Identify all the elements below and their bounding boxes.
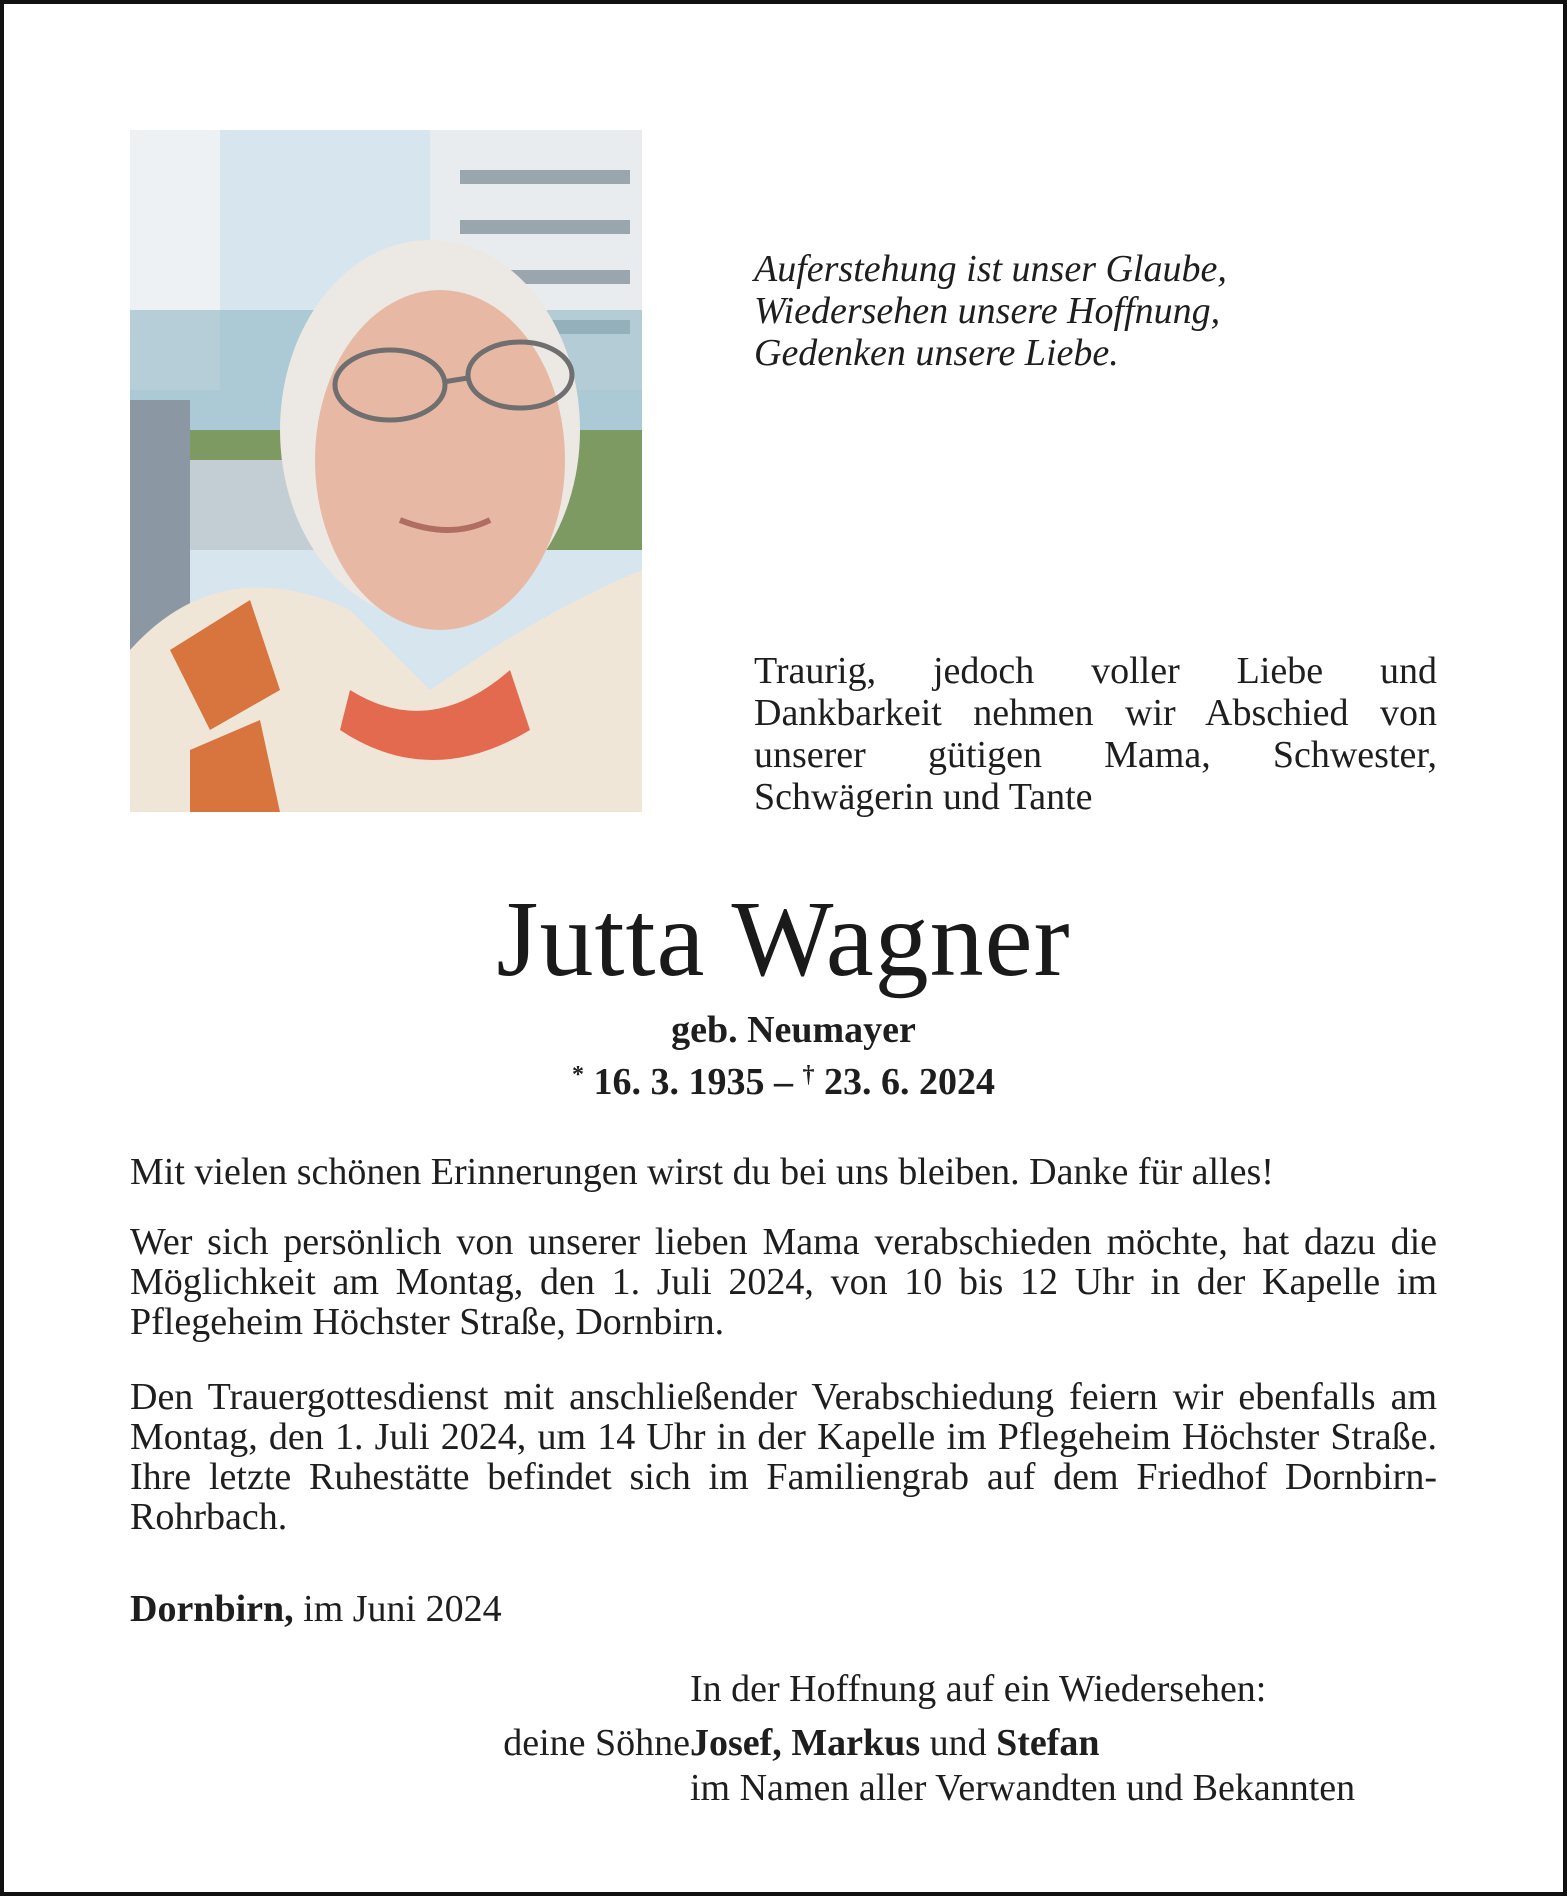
son-name: Stefan [996, 1722, 1100, 1764]
birth-symbol: * [572, 1062, 584, 1088]
closing-sons-line [503, 1721, 1437, 1765]
memory-paragraph: Mit vielen schönen Erinnerungen wirst du bei uns bleiben. Danke für alles! [130, 1151, 1274, 1193]
motto-line: Auferstehung ist unser Glaube, [754, 248, 1227, 290]
son-name: Markus [791, 1722, 921, 1764]
portrait-illustration [130, 130, 642, 812]
date-dash: – [774, 1061, 793, 1103]
motto-line: Gedenken unsere Liebe. [754, 332, 1119, 374]
motto-verse [754, 248, 1454, 374]
portrait-photo [130, 130, 642, 812]
sons-lead: deine Söhne [503, 1722, 690, 1764]
death-date: 23. 6. 2024 [824, 1061, 995, 1103]
son-name: Josef, [690, 1722, 782, 1764]
closing-family-line: im Namen aller Verwandten und Bekannten [690, 1767, 1356, 1809]
place-city: Dornbirn, [130, 1588, 294, 1630]
and-word: und [929, 1722, 987, 1764]
intro-text: Traurig, jedoch voller Liebe und Dankbarkeit nehmen wir Abschied von unserer gütigen Mama, Schwester, Schwägerin und Tante [754, 650, 1437, 818]
birth-date: 16. 3. 1935 [593, 1061, 765, 1103]
deceased-name: Jutta Wagner [496, 880, 1071, 999]
place-date [130, 1588, 502, 1630]
farewell-paragraph: Wer sich persönlich von unserer lieben Mama verabschieden möchte, hat dazu die Möglichkeit am Montag, den 1. Juli 2024, von 10 bis 12 Uhr in der Kapelle im Pflegeheim Höchster Straße, Dornbirn. [130, 1221, 1437, 1343]
life-dates [0, 1054, 1567, 1103]
service-paragraph: Den Trauergottesdienst mit anschließender Verabschiedung feiern wir ebenfalls am Montag, den 1. Juli 2024, um 14 Uhr in der Kapelle im Pflegeheim Höchster Straße. Ihre letzte Ruhestätte befindet sich im Familiengrab auf dem Friedhof Dornbirn-Rohrbach. [130, 1376, 1437, 1538]
death-symbol: † [802, 1062, 815, 1088]
closing-hope-line: In der Hoffnung auf ein Wiedersehen: [690, 1668, 1267, 1710]
motto-line: Wiedersehen unsere Hoffnung, [754, 290, 1221, 332]
place-month: im Juni 2024 [303, 1588, 502, 1630]
maiden-name: geb. Neumayer [671, 1009, 916, 1051]
